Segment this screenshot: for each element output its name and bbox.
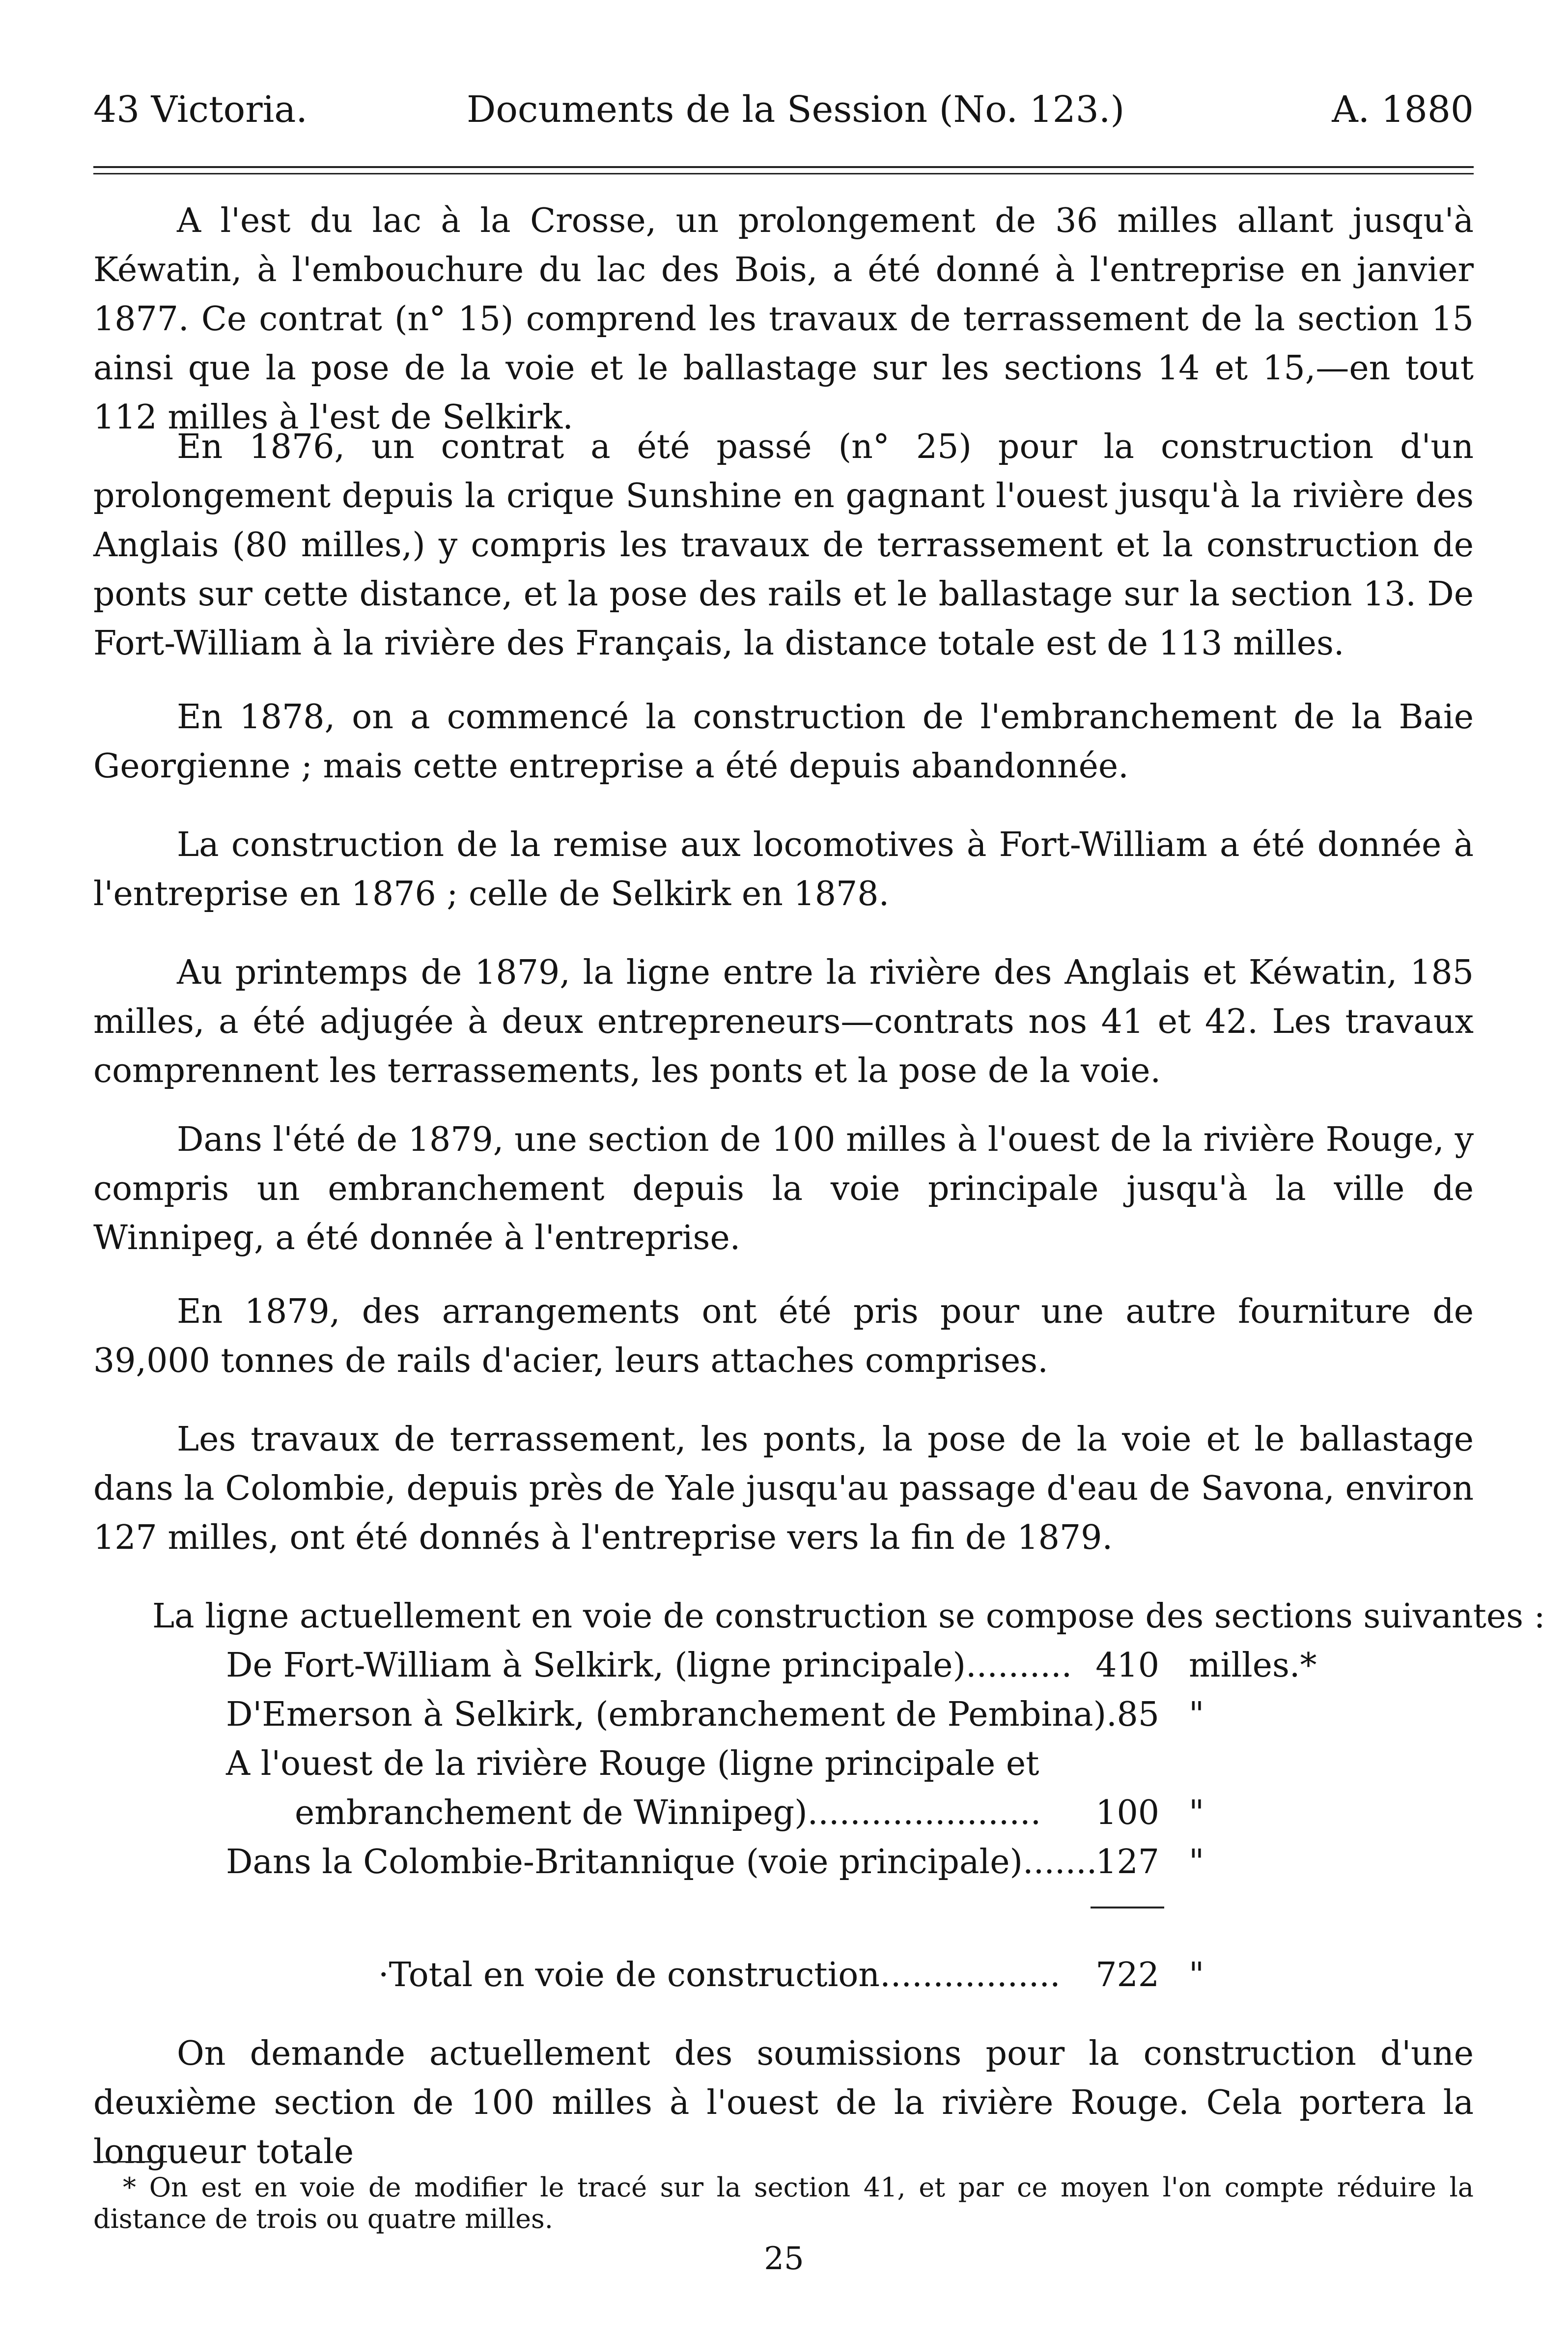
row-label: embranchement de Winnipeg)...................... xyxy=(295,1794,1041,1832)
row-unit: " xyxy=(1189,1794,1204,1832)
footnote: * On est en voie de modifier le tracé sur la section 41, et par ce moyen l'on compte réduire la distance de trois ou quatre milles. xyxy=(93,2172,1474,2234)
sum-rule xyxy=(1091,1907,1164,1908)
paragraph-2: En 1876, un contrat a été passé (n° 25) pour la construction d'un prolongement depuis la crique Sunshine en gagnant l'ouest jusqu'à la rivière des Anglais (80 milles,) y compris les travaux de terrassement et la construction de ponts sur cette distance, et la pose des rails et le ballastage sur la section 13. De Fort-William à la rivière des Français, la distance totale est de 113 milles. xyxy=(93,427,1474,663)
header-rule-second xyxy=(93,173,1474,174)
footnote-rule xyxy=(93,2161,167,2163)
header-title: Documents de la Session (No. 123.) xyxy=(467,88,1125,131)
paragraph-3: En 1878, on a commencé la construction de l'embranchement de la Baie Georgienne ; mais cette entreprise a été depuis abandonnée. xyxy=(93,698,1474,786)
paragraph-4: La construction de la remise aux locomotives à Fort-William a été donnée à l'entreprise en 1876 ; celle de Selkirk en 1878. xyxy=(93,826,1474,913)
table-intro: La ligne actuellement en voie de construction se compose des sections suivantes : xyxy=(152,1597,1545,1636)
row-value: 100 xyxy=(1095,1794,1159,1832)
header-right: A. 1880 xyxy=(1332,88,1474,131)
row-value: 410 xyxy=(1095,1646,1159,1685)
row-label: Dans la Colombie-Britannique (voie principale)....... xyxy=(226,1843,1097,1881)
paragraph-8: Les travaux de terrassement, les ponts, la pose de la voie et le ballastage dans la Colombie, depuis près de Yale jusqu'au passage d'eau de Savona, environ 127 milles, ont été donnés à l'entreprise vers la fin de 1879. xyxy=(93,1420,1474,1557)
row-label: De Fort-William à Selkirk, (ligne principale).......... xyxy=(226,1646,1072,1685)
page-number: 25 xyxy=(764,2241,804,2277)
paragraph-5: Au printemps de 1879, la ligne entre la rivière des Anglais et Kéwatin, 185 milles, a été adjugée à deux entrepreneurs—contrats nos 41 et 42. Les travaux comprennent les terrassements, les ponts et la pose de la voie. xyxy=(93,953,1474,1090)
row-unit: " xyxy=(1189,1843,1204,1881)
header-left: 43 Victoria. xyxy=(93,88,308,131)
header-rule xyxy=(93,166,1474,168)
total-label: ·Total en voie de construction................. xyxy=(378,1956,1061,1994)
total-unit: " xyxy=(1189,1956,1204,1994)
paragraph-1: A l'est du lac à la Crosse, un prolongement de 36 milles allant jusqu'à Kéwatin, à l'embouchure du lac des Bois, a été donné à l'entreprise en janvier 1877. Ce contrat (n° 15) comprend les travaux de terrassement de la section 15 ainsi que la pose de la voie et le ballastage sur les sections 14 et 15,—en tout 112 milles à l'est de Selkirk. xyxy=(93,201,1474,437)
paragraph-6: Dans l'été de 1879, une section de 100 milles à l'ouest de la rivière Rouge, y compris un embranchement depuis la voie principale jusqu'à la ville de Winnipeg, a été donnée à l'entreprise. xyxy=(93,1120,1474,1257)
row-value: 127 xyxy=(1095,1843,1159,1881)
row-label: A l'ouest de la rivière Rouge (ligne principale et xyxy=(226,1744,1039,1783)
row-label: D'Emerson à Selkirk, (embranchement de Pembina). xyxy=(226,1695,1117,1734)
row-unit: " xyxy=(1189,1695,1204,1734)
paragraph-7: En 1879, des arrangements ont été pris pour une autre fourniture de 39,000 tonnes de rails d'acier, leurs attaches comprises. xyxy=(93,1292,1474,1380)
page-header xyxy=(93,79,1474,133)
total-value: 722 xyxy=(1095,1956,1159,1994)
row-value: 85 xyxy=(1117,1695,1159,1734)
closing-paragraph: On demande actuellement des soumissions pour la construction d'une deuxième section de 100 milles à l'ouest de la rivière Rouge. Cela portera la longueur totale xyxy=(93,2034,1474,2171)
row-unit: milles.* xyxy=(1189,1646,1317,1685)
